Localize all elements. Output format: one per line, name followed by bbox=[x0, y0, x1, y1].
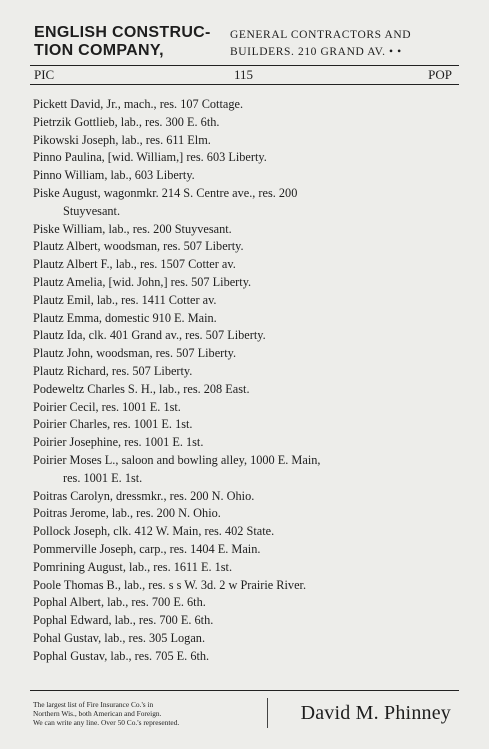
directory-entry bbox=[33, 541, 458, 559]
entry-text: Pinno William, lab., 603 Liberty. bbox=[33, 168, 195, 183]
directory-entry bbox=[33, 523, 458, 541]
header-bottom-rule bbox=[30, 84, 459, 85]
entry-text: Poole Thomas B., lab., res. s s W. 3d. 2 w Prairie River. bbox=[33, 577, 307, 592]
running-header bbox=[34, 66, 452, 83]
directory-entry bbox=[33, 132, 458, 150]
directory-entry bbox=[33, 594, 458, 612]
trade-line-2: BUILDERS. 210 GRAND AV. • • bbox=[230, 46, 402, 58]
guide-word-right: POP bbox=[428, 67, 452, 82]
entry-text: Piske August, wagonmkr. 214 S. Centre ave., res. 200 bbox=[33, 185, 298, 200]
advertiser-trade-description bbox=[230, 27, 411, 61]
directory-entry bbox=[33, 310, 458, 328]
directory-entry bbox=[33, 96, 458, 114]
directory-entry bbox=[33, 381, 458, 399]
advertiser-company-name bbox=[34, 24, 211, 60]
entry-text: Podeweltz Charles S. H., lab., res. 208 East. bbox=[33, 381, 250, 396]
directory-entries bbox=[33, 96, 458, 666]
entry-text: Plautz Richard, res. 507 Liberty. bbox=[33, 363, 193, 378]
entry-text: Plautz Emil, lab., res. 1411 Cotter av. bbox=[33, 292, 217, 307]
entry-text: Plautz Amelia, [wid. John,] res. 507 Liberty. bbox=[33, 274, 252, 289]
entry-text: Poirier Charles, res. 1001 E. 1st. bbox=[33, 417, 193, 432]
entry-text: Poitras Jerome, lab., res. 200 N. Ohio. bbox=[33, 506, 221, 521]
entry-continuation: res. 1001 E. 1st. bbox=[63, 470, 143, 485]
page-number: 115 bbox=[234, 67, 254, 82]
entry-text: Poirier Josephine, res. 1001 E. 1st. bbox=[33, 435, 204, 450]
insurance-ad-line-1: The largest list of Fire Insurance Co.'s in bbox=[33, 700, 154, 709]
directory-entry bbox=[33, 114, 458, 132]
directory-entry bbox=[33, 434, 458, 452]
entry-text: Pomrining August, lab., res. 1611 E. 1st. bbox=[33, 559, 233, 574]
directory-entry bbox=[33, 149, 458, 167]
insurance-ad-text bbox=[33, 700, 265, 727]
trade-line-1: GENERAL CONTRACTORS AND bbox=[230, 29, 412, 41]
entry-text: Poitras Carolyn, dressmkr., res. 200 N. Ohio. bbox=[33, 488, 255, 503]
entry-text: Poirier Moses L., saloon and bowling alley, 1000 E. Main, bbox=[33, 452, 321, 467]
directory-entry bbox=[33, 630, 458, 648]
bottom-advertisement bbox=[33, 694, 458, 734]
entry-text: Pinno Paulina, [wid. William,] res. 603 Liberty. bbox=[33, 150, 267, 165]
directory-entry bbox=[33, 648, 458, 666]
directory-entry bbox=[33, 256, 458, 274]
directory-entry bbox=[33, 167, 458, 185]
entry-text: Pickett David, Jr., mach., res. 107 Cottage. bbox=[33, 97, 244, 111]
directory-entry bbox=[33, 292, 458, 310]
directory-entry bbox=[33, 185, 458, 221]
entry-text: Pikowski Joseph, lab., res. 611 Elm. bbox=[33, 132, 211, 147]
top-advertisement bbox=[34, 24, 459, 62]
company-line-1: ENGLISH CONSTRUC- bbox=[34, 24, 211, 41]
entry-text: Pophal Albert, lab., res. 700 E. 6th. bbox=[33, 595, 206, 610]
directory-entry bbox=[33, 399, 458, 417]
entry-text: Plautz Albert F., lab., res. 1507 Cotter av. bbox=[33, 257, 236, 272]
directory-entry bbox=[33, 327, 458, 345]
entry-text: Pollock Joseph, clk. 412 W. Main, res. 402 State. bbox=[33, 524, 275, 539]
directory-entry bbox=[33, 452, 458, 488]
directory-entry bbox=[33, 488, 458, 506]
directory-entry bbox=[33, 505, 458, 523]
entry-text: Plautz Emma, domestic 910 E. Main. bbox=[33, 310, 217, 325]
directory-entry bbox=[33, 345, 458, 363]
entry-text: Piske William, lab., res. 200 Stuyvesant. bbox=[33, 221, 232, 236]
directory-entry bbox=[33, 238, 458, 256]
entry-continuation: Stuyvesant. bbox=[63, 203, 121, 218]
footer-rule bbox=[30, 690, 459, 691]
directory-entry bbox=[33, 363, 458, 381]
company-line-2: TION COMPANY, bbox=[34, 42, 164, 59]
entry-text: Pohal Gustav, lab., res. 305 Logan. bbox=[33, 630, 206, 645]
entry-text: Pophal Edward, lab., res. 700 E. 6th. bbox=[33, 613, 214, 628]
insurance-ad-line-2: Northern Wis., both American and Foreign. bbox=[33, 709, 162, 718]
ad-divider bbox=[267, 698, 268, 728]
entry-text: Pommerville Joseph, carp., res. 1404 E. Main. bbox=[33, 541, 261, 556]
entry-text: Plautz John, woodsman, res. 507 Liberty. bbox=[33, 346, 237, 361]
directory-entry bbox=[33, 221, 458, 239]
entry-text: Plautz Albert, woodsman, res. 507 Liberty. bbox=[33, 239, 244, 254]
entry-text: Plautz Ida, clk. 401 Grand av., res. 507 Liberty. bbox=[33, 328, 266, 343]
directory-entry bbox=[33, 274, 458, 292]
directory-entry bbox=[33, 612, 458, 630]
entry-text: Poirier Cecil, res. 1001 E. 1st. bbox=[33, 399, 181, 414]
entry-text: Pietrzik Gottlieb, lab., res. 300 E. 6th. bbox=[33, 114, 220, 129]
directory-entry bbox=[33, 577, 458, 595]
guide-word-left: PIC bbox=[34, 67, 55, 82]
directory-entry bbox=[33, 559, 458, 577]
insurance-ad-line-3: We can write any line. Over 50 Co.'s represented. bbox=[33, 718, 180, 727]
entry-text: Pophal Gustav, lab., res. 705 E. 6th. bbox=[33, 648, 210, 663]
directory-entry bbox=[33, 416, 458, 434]
advertiser-name: David M. Phinney bbox=[300, 702, 451, 724]
